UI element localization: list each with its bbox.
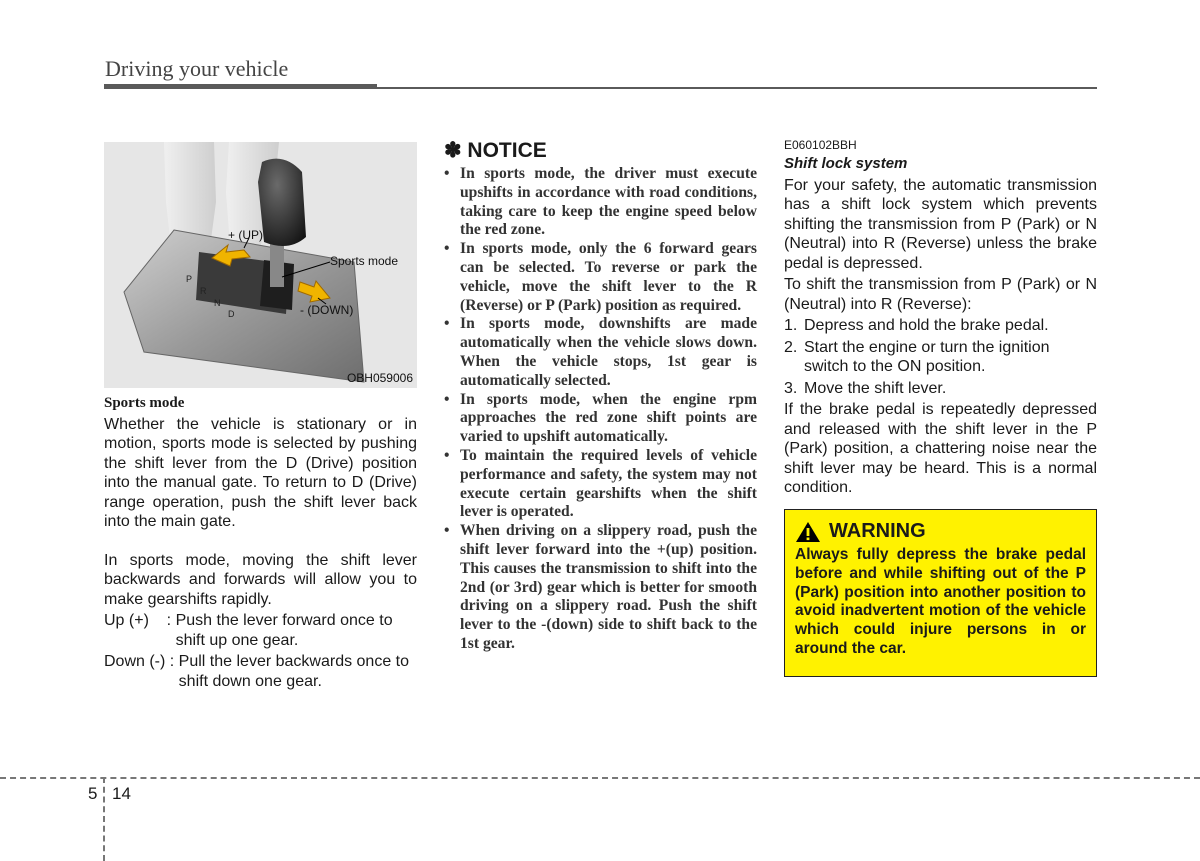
sports-mode-para-1: Whether the vehicle is stationary or in motion, sports mode is selected by pushing the shift lever from the D (Drive) position into the manual gate. To return to D (Drive) range operation, push the shift lever back into the main gate. — [104, 415, 417, 530]
notice-title: ✽ NOTICE — [444, 139, 547, 162]
warning-triangle-icon — [795, 521, 821, 543]
step-text: Start the engine or turn the ignition switch to the ON position. — [804, 338, 1050, 375]
up-description: Push the lever forward once to shift up one gear. — [175, 612, 393, 649]
image-code: OBH059006 — [346, 371, 413, 385]
step-number: 1. — [784, 317, 798, 334]
notice-item: • When driving on a slippery road, push the shift lever forward into the +(up) position. This causes the transmission to shift into the 2nd (or 3rd) gear which is better for smooth driving on a slippery road. Push the shift lever to the -(down) side to shift back to the 1st gear. — [444, 522, 757, 654]
label-up: + (UP) — [228, 228, 264, 242]
shift-lock-heading: Shift lock system — [784, 155, 908, 172]
shift-lock-para-3: If the brake pedal is repeatedly depressed and released with the shift lever in the P (Park) position, a chattering noise near the shift lever may be heard. This is a normal condition. — [784, 401, 1097, 496]
down-term: Down (-) : — [104, 653, 179, 670]
sports-mode-para-2: In sports mode, moving the shift lever backwards and forwards will allow you to make gearshifts rapidly. — [104, 551, 417, 608]
notice-item: • In sports mode, the driver must execute upshifts in accordance with road conditions, taking care to keep the engine speed below the red zone. — [444, 165, 757, 240]
header-rule-thick — [104, 84, 377, 89]
up-term: Up (+) : — [104, 612, 176, 629]
notice-item: • In sports mode, only the 6 forward gears can be selected. To reverse or park the vehicle, move the shift lever to the R (Reverse) or P (Park) position as required. — [444, 240, 757, 315]
header-rule-thin — [377, 87, 1097, 89]
shift-lock-section — [784, 137, 1097, 500]
footer-divider — [0, 777, 1200, 779]
step-number: 3. — [784, 379, 798, 397]
notice-list — [444, 165, 757, 654]
label-down: - (DOWN) — [300, 303, 354, 317]
step-text: Move the shift lever. — [804, 379, 947, 397]
footer-vertical-divider — [103, 777, 105, 861]
step-item — [784, 338, 1097, 377]
step-item — [784, 379, 1097, 399]
down-definition — [104, 652, 417, 691]
notice-item: • To maintain the required levels of vehicle performance and safety, the system may not execute certain gearshifts when the shift lever is operated. — [444, 447, 757, 522]
shift-lock-para-1: For your safety, the automatic transmission has a shift lock system which prevents shifting the transmission from P (Park) or N (Neutral) into R (Reverse) unless the brake pedal is depressed. — [784, 176, 1097, 272]
down-description: Pull the lever backwards once to shift down one gear. — [178, 653, 410, 690]
shift-lever-figure — [104, 142, 417, 388]
step-number: 2. — [784, 338, 798, 356]
step-text: Depress and hold the brake pedal. — [804, 317, 1049, 334]
shift-lock-para-2: To shift the transmission from P (Park) or N (Neutral) into R (Reverse): — [784, 276, 1097, 313]
sports-mode-heading: Sports mode — [104, 395, 185, 411]
warning-title: WARNING — [829, 520, 926, 542]
notice-section — [444, 138, 757, 654]
notice-item: • In sports mode, when the engine rpm approaches the red zone shift points are varied to upshift automatically. — [444, 391, 757, 447]
gate-letter-d: D — [228, 309, 235, 319]
gate-letter-p: P — [186, 274, 193, 284]
warning-header — [795, 520, 1086, 543]
up-definition — [104, 611, 417, 650]
page-number: 14 — [112, 784, 131, 803]
sports-mode-section — [104, 394, 417, 691]
shift-lock-steps — [784, 316, 1097, 398]
warning-box — [784, 509, 1097, 677]
page-header-title: Driving your vehicle — [105, 56, 289, 81]
warning-body: Always fully depress the brake pedal before and while shifting out of the P (Park) position into another position to avoid inadvertent motion of the vehicle which could injure persons in or around the car. — [795, 546, 1086, 657]
step-item — [784, 316, 1097, 336]
label-sports-mode: Sports mode — [330, 254, 399, 268]
notice-item: • In sports mode, downshifts are made automatically when the vehicle slows down. When the vehicle stops, 1st gear is automatically selected. — [444, 315, 757, 390]
gate-letter-r: R — [200, 286, 207, 296]
section-number: 5 — [88, 784, 98, 803]
section-code: E060102BBH — [784, 138, 857, 152]
gate-letter-n: N — [214, 298, 221, 308]
